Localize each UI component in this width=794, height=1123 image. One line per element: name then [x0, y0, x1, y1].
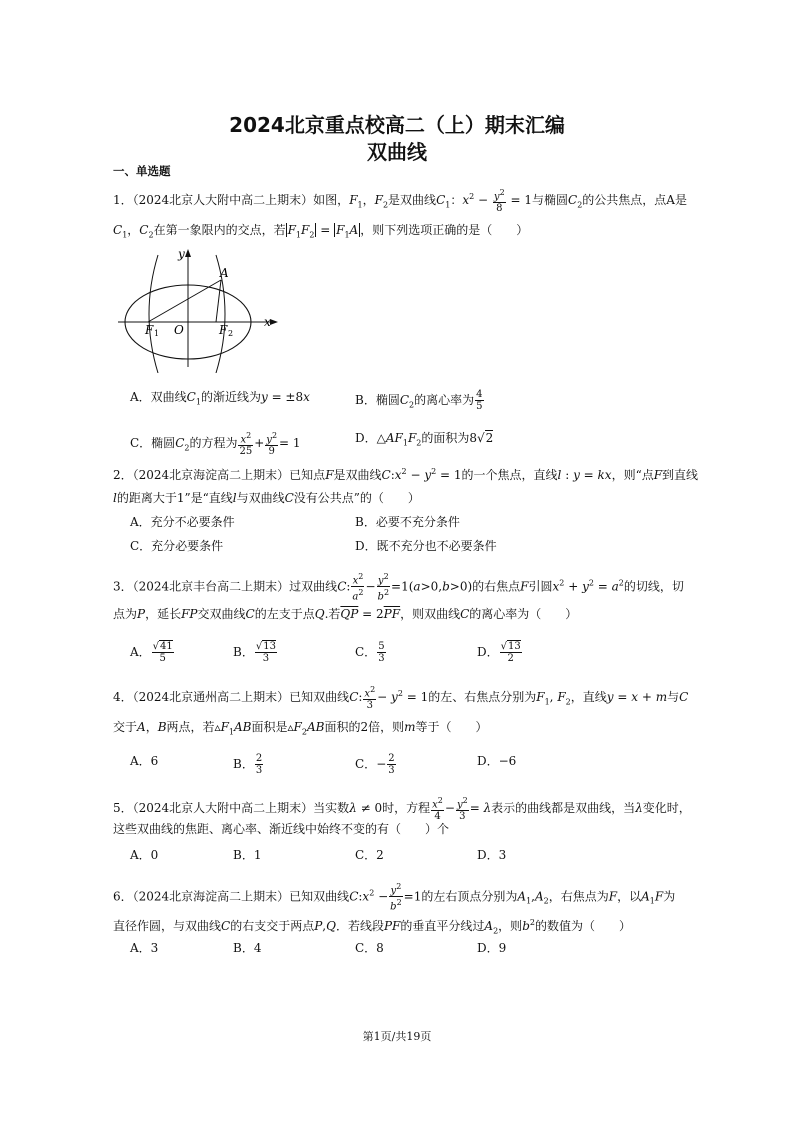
question-4-line-1: 4．（2024北京通州高二上期末）已知双曲线C: $\frac{x^2}{3}$ − $y^2 = 1$的左、右焦点分别为$F_1$, $F_2$，直线y = x + m与C — [113, 685, 689, 712]
question-5-line-2: 这些双曲线的焦距、离心率、渐近线中始终不变的有（ ）个 — [113, 822, 450, 836]
question-1-option-a[interactable]: A．双曲线$C_1$的渐近线为y = ±8x — [130, 390, 310, 407]
question-6-option-d[interactable]: D．9 — [477, 941, 507, 955]
question-5-option-c[interactable]: C．2 — [355, 848, 384, 862]
question-1-figure — [118, 243, 283, 373]
question-3-option-a[interactable]: A． $\frac{√41}{5}$ — [130, 641, 173, 664]
question-2-line-2: l的距离大于1”是“直线l与双曲线C没有公共点”的（ ） — [113, 491, 420, 505]
document-title: 2024北京重点校高二（上）期末汇编 — [229, 113, 565, 137]
question-4-option-c[interactable]: C．− $\frac{2}{3}$ — [355, 753, 395, 776]
question-3-line-1: 3．（2024北京丰台高二上期末）过双曲线C: $\frac{x^2}{a^2}$ − $\frac{y^2}{b^2}$ =1(a>0,b>0)的右焦点F引圆$x^2 + y^2 = a^2$的切线，切 — [113, 572, 684, 603]
figure-label-f1: F — [145, 323, 154, 337]
question-5-option-b[interactable]: B．1 — [233, 848, 262, 862]
question-6-option-a[interactable]: A．3 — [130, 941, 159, 955]
question-5-line-1: 5．（2024北京人大附中高二上期末）当实数λ ≠ 0时，方程 $\frac{x^2}{4}$ − $\frac{y^2}{3}$ = λ表示的曲线都是双曲线，当λ变化时， — [113, 796, 691, 823]
question-6-option-c[interactable]: C．8 — [355, 941, 384, 955]
question-5-option-a[interactable]: A．0 — [130, 848, 159, 862]
question-2-option-a[interactable]: A．充分不必要条件 — [130, 515, 235, 529]
question-1-option-b[interactable]: B．椭圆$C_2$的离心率为 $\frac{4}{5}$ — [355, 389, 483, 412]
question-2-option-b[interactable]: B．必要不充分条件 — [355, 515, 460, 529]
figure-label-o: O — [174, 323, 184, 337]
page-footer: 第1页/共19页 — [362, 1030, 432, 1043]
svg-text:1: 1 — [154, 329, 160, 338]
question-3-line-2: 点为P，延长FP交双曲线C的左支于点Q.若$\overline{QP} = 2\overline{PF}$，则双曲线C的离心率为（ ） — [113, 607, 578, 621]
document-subtitle: 双曲线 — [367, 140, 427, 164]
question-4-option-b[interactable]: B． $\frac{2}{3}$ — [233, 753, 263, 776]
svg-text:2: 2 — [228, 329, 234, 338]
question-6-option-b[interactable]: B．4 — [233, 941, 262, 955]
question-3-option-c[interactable]: C． $\frac{5}{3}$ — [355, 641, 385, 664]
question-1-line-1: 1．（2024北京人大附中高二上期末）如图，$F_1$，$F_2$是双曲线$C_1$：$x^2$ − $\frac{y^2}{8}$ = 1与椭圆$C_2$的公共焦点，点A是 — [113, 188, 687, 215]
figure-label-x: x — [264, 315, 271, 329]
figure-label-a: A — [220, 266, 229, 280]
figure-label-y: y — [178, 247, 185, 261]
question-6-line-1: 6．（2024北京海淀高二上期末）已知双曲线$C:x^2$ − $\frac{y^2}{b^2}$ =1的左右顶点分别为$A_1,A_2$，右焦点为F，以$A_1F$为 — [113, 882, 676, 913]
question-6-line-2: 直径作圆，与双曲线C的右支交于两点P,Q．若线段PF的垂直平分线过$A_2$，则$b^2$的数值为（ ） — [113, 918, 631, 936]
question-2-option-c[interactable]: C．充分必要条件 — [130, 539, 224, 553]
question-4-option-d[interactable]: D．−6 — [477, 754, 517, 768]
question-1-line-2: $C_1$，$C_2$在第一象限内的交点，若 $F_1F_2 = F_1A$ ，则下列选项正确的是（ ） — [113, 223, 529, 240]
question-4-line-2: 交于A，B两点，若$▵F_1AB$面积是$▵F_2AB$面积的2倍，则m等于（ ） — [113, 720, 488, 737]
question-2-line-1: 2．（2024北京海淀高二上期末）已知点F是双曲线$C:x^2 - y^2 = 1$的一个焦点，直线l : y = kx，则“点F到直线 — [113, 467, 699, 482]
question-5-option-d[interactable]: D．3 — [477, 848, 507, 862]
question-2-option-d[interactable]: D．既不充分也不必要条件 — [355, 539, 497, 553]
question-3-option-b[interactable]: B． $\frac{√13}{3}$ — [233, 641, 276, 664]
question-3-option-d[interactable]: D． $\frac{√13}{2}$ — [477, 641, 521, 664]
question-4-option-a[interactable]: A．6 — [130, 754, 159, 768]
question-1-option-d[interactable]: D．$\triangle AF_1F_2$的面积为8√2 — [355, 431, 494, 448]
question-1-option-c[interactable]: C．椭圆$C_2$的方程为 $\frac{x^2}{25}$ + $\frac{y^2}{9}$ = 1 — [130, 431, 301, 458]
figure-label-f2: F — [219, 323, 228, 337]
section-heading: 一、单选题 — [113, 164, 171, 178]
